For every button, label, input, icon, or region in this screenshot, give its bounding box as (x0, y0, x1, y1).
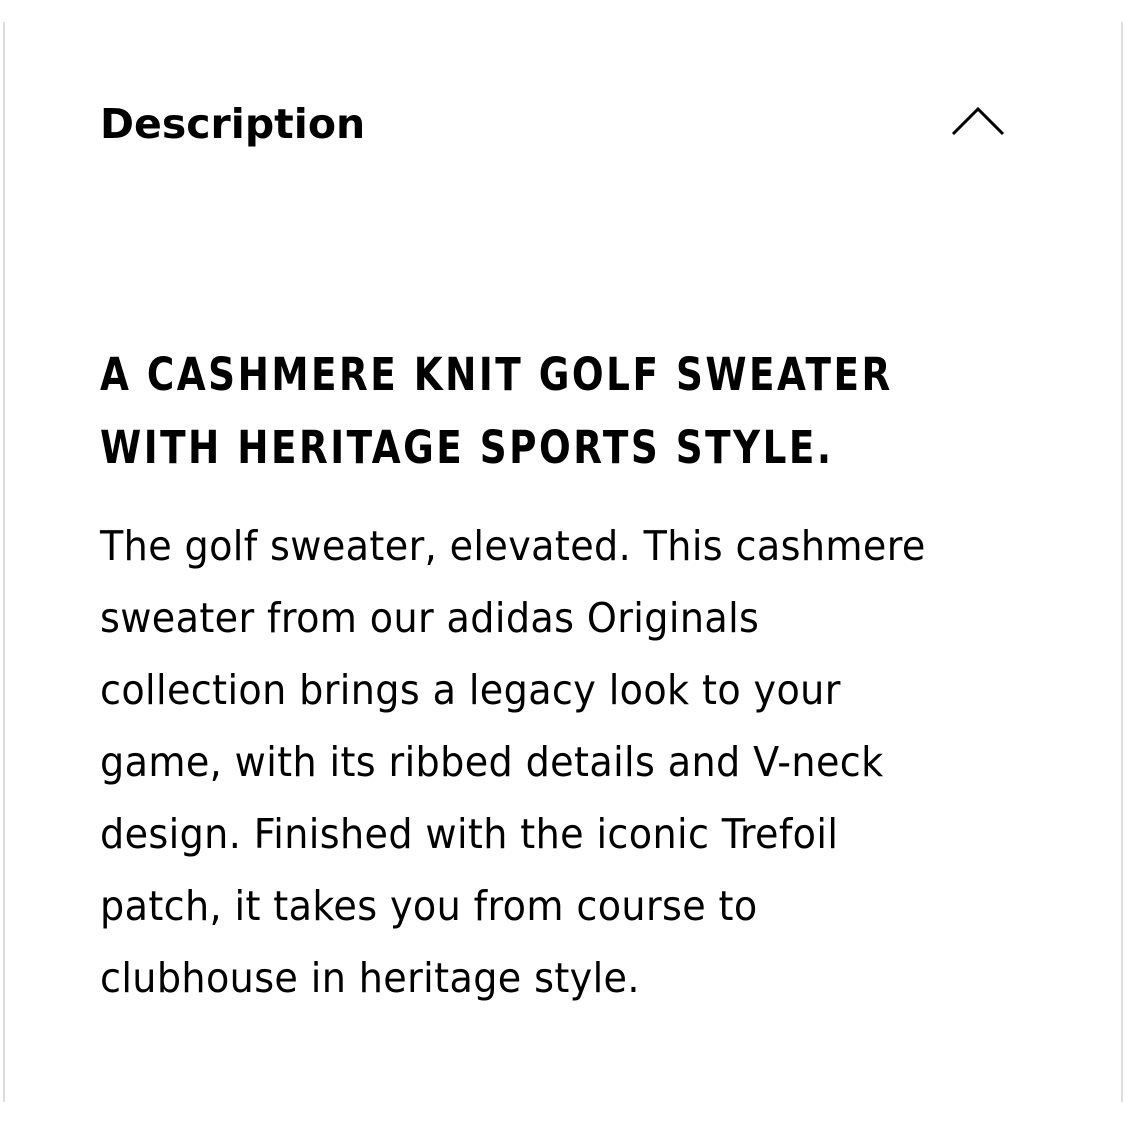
panel-right-border (1121, 22, 1123, 1102)
headline-line: A CASHMERE KNIT GOLF SWEATER (100, 348, 893, 401)
description-line: The golf sweater, elevated. This cashmere (100, 522, 926, 570)
product-headline (100, 338, 893, 484)
description-line: patch, it takes you from course to (100, 882, 758, 930)
description-line: sweater from our adidas Originals (100, 594, 760, 642)
headline-line: WITH HERITAGE SPORTS STYLE. (100, 421, 834, 474)
chevron-up-icon[interactable] (950, 103, 1006, 143)
description-line: collection brings a legacy look to your (100, 666, 841, 714)
description-line: game, with its ribbed details and V-neck (100, 738, 884, 786)
accordion-title: Description (100, 100, 366, 148)
description-line: design. Finished with the iconic Trefoil (100, 810, 839, 858)
description-accordion-header[interactable] (100, 95, 1010, 159)
description-line: clubhouse in heritage style. (100, 954, 640, 1002)
product-description (100, 510, 946, 1014)
panel-left-border (3, 22, 5, 1102)
